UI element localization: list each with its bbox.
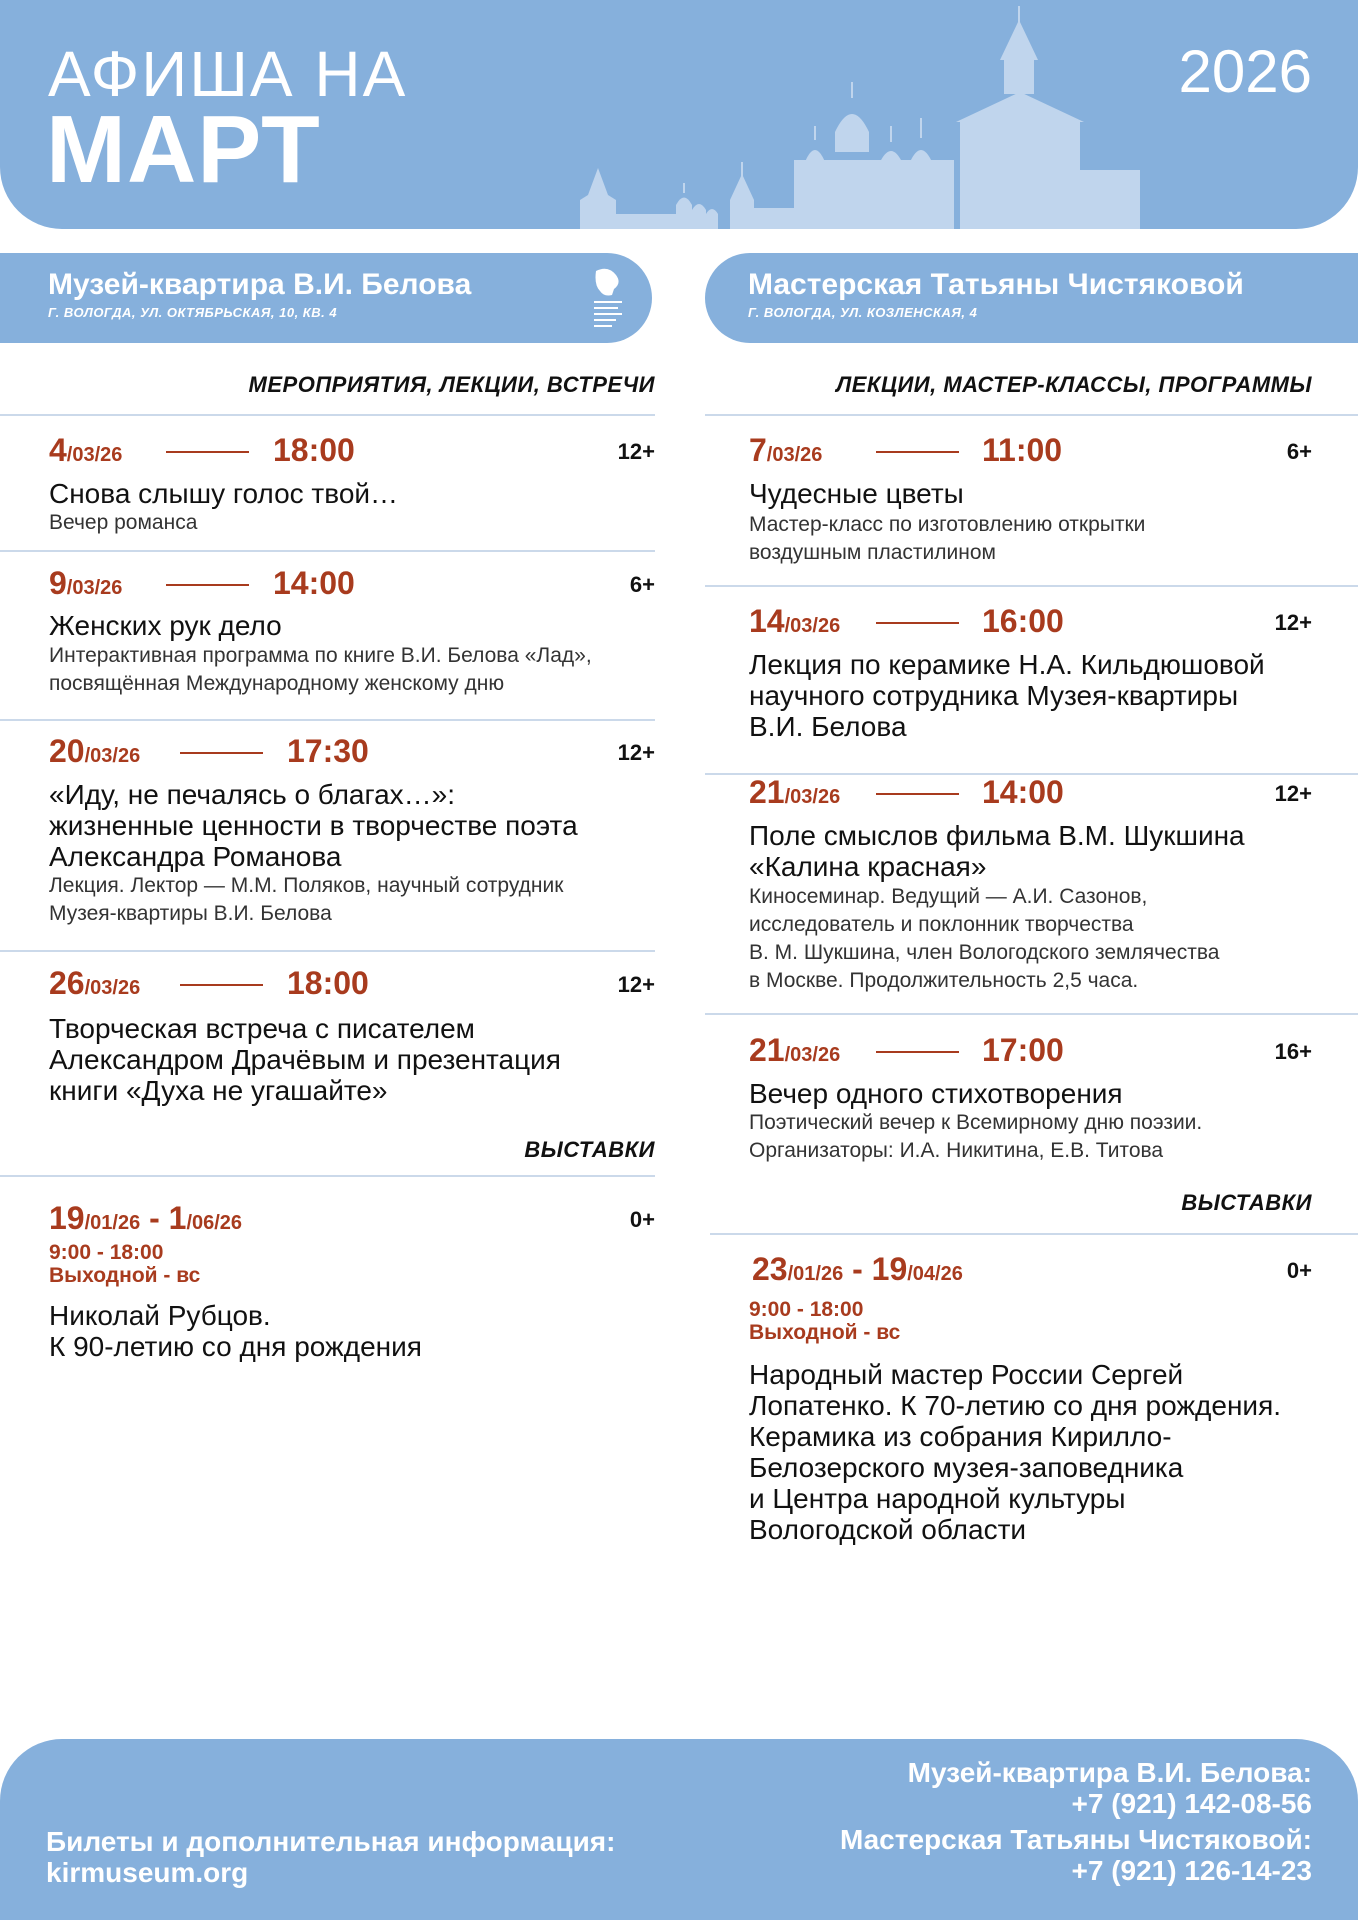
date-time-separator	[876, 793, 959, 795]
venue-name: Музей-квартира В.И. Белова	[48, 268, 472, 301]
event-date: 26/03/26	[49, 965, 141, 1001]
venue-name: Мастерская Татьяны Чистяковой	[748, 268, 1244, 301]
exhibition-item	[749, 1251, 1312, 1561]
contact-belov-name: Музей-квартира В.И. Белова:	[907, 1757, 1312, 1788]
exhibition-title: Николай Рубцов. К 90-летию со дня рождения	[49, 1300, 422, 1362]
exhibition-title: Народный мастер России Сергей Лопатенко. К 70-летию со дня рождения. Керамика из собрания Кирилло- Белозерского музея-заповедника и Центра народной культуры Вологодской области	[749, 1359, 1282, 1545]
event-description: Интерактивная программа по книге В.И. Белова «Лад», посвящённая Международному женскому дню	[49, 644, 592, 695]
event-description: Вечер романса	[49, 511, 198, 534]
website-link[interactable]: kirmuseum.org	[46, 1857, 249, 1888]
event-title: «Иду, не печалясь о благах…»: жизненные ценности в творчестве поэта Александра Романова	[49, 779, 578, 872]
divider	[705, 1013, 1358, 1015]
age-rating: 0+	[629, 1207, 655, 1232]
event-description: Лекция. Лектор — М.М. Поляков, научный сотрудник Музея-квартиры В.И. Белова	[49, 874, 564, 925]
age-rating: 12+	[617, 439, 655, 464]
date-time-separator	[180, 984, 263, 986]
age-rating: 12+	[1274, 610, 1312, 635]
event-title: Чудесные цветы	[749, 478, 964, 509]
divider	[0, 1175, 655, 1177]
age-rating: 6+	[1286, 439, 1312, 464]
date-time-separator	[876, 1051, 959, 1053]
divider	[710, 1233, 1358, 1235]
event-title: Женских рук дело	[49, 610, 282, 641]
event-date: 4/03/26	[49, 432, 123, 468]
event-title: Вечер одного стихотворения	[749, 1078, 1123, 1109]
event-item	[49, 432, 655, 542]
contact-chistyakova-phone[interactable]: +7 (921) 126-14-23	[1071, 1855, 1312, 1886]
event-time: 11:00	[982, 432, 1063, 468]
age-rating: 0+	[1286, 1258, 1312, 1283]
date-time-separator	[180, 752, 263, 754]
opening-hours: 9:00 - 18:00 Выходной - вс	[749, 1298, 901, 1344]
event-title: Снова слышу голос твой…	[49, 478, 399, 509]
age-rating: 12+	[617, 972, 655, 997]
poster-title-month: МАРТ	[46, 96, 321, 203]
divider	[0, 719, 655, 721]
exhibition-dates: 19/01/26 - 1/06/26	[49, 1200, 243, 1236]
divider	[0, 550, 655, 552]
event-description: Киносеминар. Ведущий — А.И. Сазонов, исследователь и поклонник творчества В. М. Шукшина, член Вологодского землячества в Москве. Продолжительность 2,5 часа.	[749, 885, 1220, 992]
event-item	[49, 733, 655, 943]
venue-header-chistyakova	[705, 253, 1358, 343]
event-time: 14:00	[982, 774, 1064, 810]
contact-belov-phone[interactable]: +7 (921) 142-08-56	[1071, 1788, 1312, 1819]
tickets-info-label: Билеты и дополнительная информация:	[46, 1826, 616, 1857]
divider	[0, 950, 655, 952]
date-time-separator	[166, 584, 249, 586]
section-heading-exhibitions: ВЫСТАВКИ	[524, 1137, 655, 1162]
age-rating: 6+	[629, 572, 655, 597]
event-description: Мастер-класс по изготовлению открытки воздушным пластилином	[749, 513, 1146, 564]
poster-title-line1: АФИША НА	[48, 38, 408, 110]
event-date: 21/03/26	[749, 774, 841, 810]
event-item	[49, 965, 655, 1105]
event-date: 20/03/26	[49, 733, 141, 769]
event-time: 17:30	[287, 733, 369, 769]
event-item	[749, 1032, 1312, 1172]
event-date: 7/03/26	[749, 432, 823, 468]
section-heading-events: ЛЕКЦИИ, МАСТЕР-КЛАССЫ, ПРОГРАММЫ	[836, 372, 1312, 397]
event-item	[749, 774, 1312, 1014]
venue-address: Г. ВОЛОГДА, УЛ. КОЗЛЕНСКАЯ, 4	[748, 305, 978, 320]
date-time-separator	[876, 451, 959, 453]
event-date: 21/03/26	[749, 1032, 841, 1068]
opening-hours: 9:00 - 18:00 Выходной - вс	[49, 1241, 201, 1287]
event-time: 16:00	[982, 603, 1064, 639]
section-heading-exhibitions: ВЫСТАВКИ	[1181, 1190, 1312, 1215]
event-title: Творческая встреча с писателем Александром Драчёвым и презентация книги «Духа не угашайте»	[49, 1013, 561, 1106]
event-title: Поле смыслов фильма В.М. Шукшина «Калина красная»	[749, 820, 1245, 882]
event-description: Поэтический вечер к Всемирному дню поэзии. Организаторы: И.А. Никитина, Е.В. Титова	[749, 1111, 1203, 1162]
event-time: 17:00	[982, 1032, 1064, 1068]
museum-logo-icon	[588, 267, 628, 329]
contact-chistyakova-name: Мастерская Татьяны Чистяковой:	[839, 1824, 1312, 1855]
venue-header-belov	[0, 253, 652, 343]
event-item	[749, 603, 1312, 763]
exhibition-dates: 23/01/26 - 19/04/26	[752, 1251, 963, 1287]
date-time-separator	[166, 451, 249, 453]
venue-address: Г. ВОЛОГДА, УЛ. ОКТЯБРЬСКАЯ, 10, КВ. 4	[48, 305, 338, 320]
event-date: 9/03/26	[49, 565, 123, 601]
event-title: Лекция по керамике Н.А. Кильдюшовой научного сотрудника Музея-квартиры В.И. Белова	[749, 649, 1265, 742]
date-time-separator	[876, 622, 959, 624]
event-time: 14:00	[273, 565, 355, 601]
event-time: 18:00	[273, 432, 355, 468]
age-rating: 12+	[617, 740, 655, 765]
poster-year: 2026	[1178, 38, 1312, 105]
footer-banner	[0, 1739, 1358, 1920]
event-date: 14/03/26	[749, 603, 841, 639]
exhibition-item	[49, 1200, 655, 1380]
header-banner	[0, 0, 1358, 229]
divider	[0, 414, 655, 416]
age-rating: 12+	[1274, 781, 1312, 806]
kremlin-skyline-illustration	[580, 0, 1140, 229]
age-rating: 16+	[1274, 1039, 1312, 1064]
divider	[705, 414, 1358, 416]
divider	[705, 585, 1358, 587]
event-item	[749, 432, 1312, 572]
section-heading-events: МЕРОПРИЯТИЯ, ЛЕКЦИИ, ВСТРЕЧИ	[248, 372, 655, 397]
event-time: 18:00	[287, 965, 369, 1001]
event-item	[49, 565, 655, 705]
